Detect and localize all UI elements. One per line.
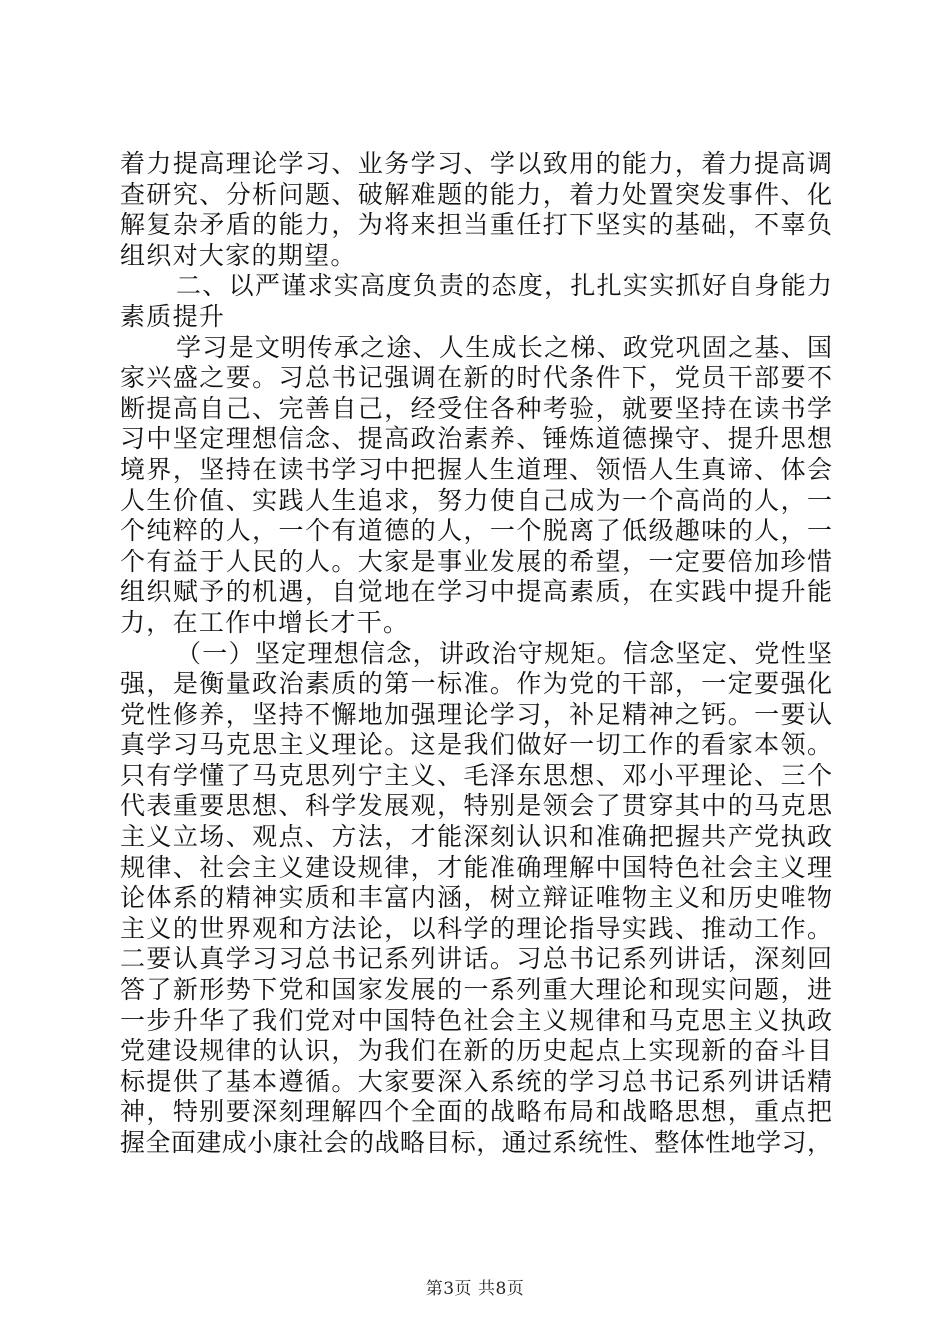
text-line: 素质提升 (120, 301, 226, 331)
text-line: 党性修养，坚持不懈地加强理论学习，补足精神之钙。一要认 (120, 699, 832, 729)
text-line: 境界，坚持在读书学习中把握人生道理、领悟人生真谛、体会 (120, 454, 832, 484)
text-line: 组织对大家的期望。 (120, 240, 357, 270)
document-body (120, 149, 832, 1159)
text-line: 论体系的精神实质和丰富内涵，树立辩证唯物主义和历史唯物 (120, 883, 832, 913)
text-line: 一步升华了我们党对中国特色社会主义规律和马克思主义执政 (120, 1005, 832, 1035)
text-line: （一）坚定理想信念，讲政治守规矩。信念坚定、党性坚 (176, 638, 832, 668)
text-line: 组织赋予的机遇，自觉地在学习中提高素质，在实践中提升能 (120, 577, 832, 607)
text-line: 个有益于人民的人。大家是事业发展的希望，一定要倍加珍惜 (120, 546, 832, 576)
text-line: 只有学懂了马克思列宁主义、毛泽东思想、邓小平理论、三个 (120, 760, 832, 790)
text-line: 断提高自己、完善自己，经受住各种考验，就要坚持在读书学 (120, 393, 832, 423)
text-line: 解复杂矛盾的能力，为将来担当重任打下坚实的基础，不辜负 (120, 210, 832, 240)
text-line: 力，在工作中增长才干。 (120, 607, 410, 637)
text-line: 规律、社会主义建设规律，才能准确理解中国特色社会主义理 (120, 852, 832, 882)
text-line: 神，特别要深刻理解四个全面的战略布局和战略思想，重点把 (120, 1097, 832, 1127)
text-line: 人生价值、实践人生追求，努力使自己成为一个高尚的人，一 (120, 485, 832, 515)
text-line: 握全面建成小康社会的战略目标，通过系统性、整体性地学习， (120, 1128, 832, 1157)
text-line: 党建设规律的认识，为我们在新的历史起点上实现新的奋斗目 (120, 1036, 832, 1066)
text-line: 主义立场、观点、方法，才能深刻认识和准确把握共产党执政 (120, 822, 832, 852)
text-line: 二、以严谨求实高度负责的态度，扎扎实实抓好自身能力 (176, 271, 832, 301)
text-line: 个纯粹的人，一个有道德的人，一个脱离了低级趣味的人，一 (120, 516, 832, 546)
text-line: 二要认真学习习总书记系列讲话。习总书记系列讲话，深刻回 (120, 944, 832, 974)
text-line: 答了新形势下党和国家发展的一系列重大理论和现实问题，进 (120, 975, 832, 1005)
text-line: 学习是文明传承之途、人生成长之梯、政党巩固之基、国 (176, 332, 832, 362)
text-line: 主义的世界观和方法论，以科学的理论指导实践、推动工作。 (120, 913, 832, 943)
text-line: 查研究、分析问题、破解难题的能力，着力处置突发事件、化 (120, 179, 832, 209)
text-line: 习中坚定理想信念、提高政治素养、锤炼道德操守、提升思想 (120, 424, 832, 454)
text-line: 标提供了基本遵循。大家要深入系统的学习总书记系列讲话精 (120, 1066, 832, 1096)
page-footer: 第3页 共8页 (425, 1279, 525, 1299)
text-line: 强，是衡量政治素质的第一标准。作为党的干部，一定要强化 (120, 669, 832, 699)
text-line: 代表重要思想、科学发展观，特别是领会了贯穿其中的马克思 (120, 791, 832, 821)
text-line: 家兴盛之要。习总书记强调在新的时代条件下，党员干部要不 (120, 363, 832, 393)
text-line: 真学习马克思主义理论。这是我们做好一切工作的看家本领。 (120, 730, 832, 760)
text-line: 着力提高理论学习、业务学习、学以致用的能力，着力提高调 (120, 149, 832, 178)
